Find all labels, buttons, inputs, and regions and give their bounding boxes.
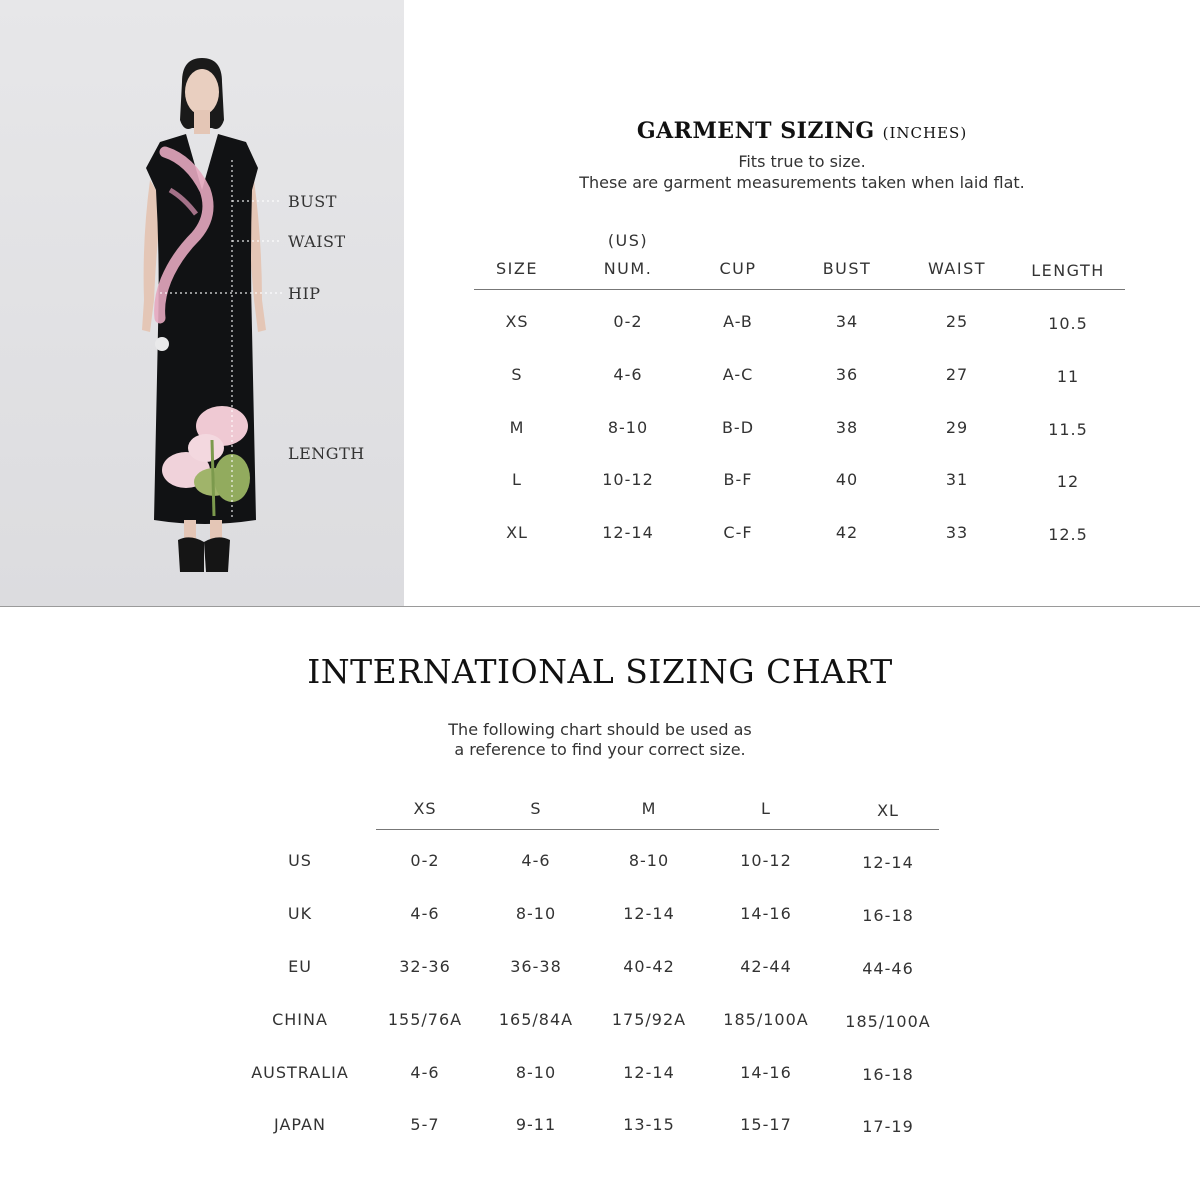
international-title: INTERNATIONAL SIZING CHART: [307, 652, 893, 691]
header-waist: WAIST: [927, 259, 987, 278]
garment-cell-length: 12.5: [1048, 525, 1088, 544]
header-num: NUM.: [603, 259, 653, 278]
header-size: SIZE: [496, 259, 538, 278]
international-cell: 185/100A: [845, 1012, 931, 1031]
garment-cell-cup: A-B: [723, 312, 753, 331]
international-header-cell: XL: [877, 801, 899, 820]
section-divider: [0, 606, 1200, 607]
international-header-cell: L: [761, 799, 771, 818]
garment-cell-num: 4-6: [613, 365, 643, 384]
garment-cell-waist: 27: [945, 365, 969, 384]
international-cell: 12-14: [623, 1063, 675, 1082]
international-row-label: EU: [288, 957, 312, 976]
international-cell: 9-11: [515, 1115, 557, 1134]
header-length: LENGTH: [1031, 261, 1105, 280]
waist-label: WAIST: [288, 232, 346, 251]
garment-cell-num: 8-10: [607, 418, 649, 437]
international-header-rule: [376, 829, 939, 830]
model-illustration: [0, 0, 404, 606]
international-row-label: UK: [287, 904, 313, 923]
garment-cell-num: 12-14: [602, 523, 654, 542]
garment-cell-cup: B-F: [723, 470, 753, 489]
garment-cell-cup: A-C: [722, 365, 754, 384]
international-header-cell: M: [641, 799, 657, 818]
garment-cell-waist: 25: [945, 312, 969, 331]
garment-cell-bust: 34: [835, 312, 859, 331]
international-cell: 14-16: [740, 904, 792, 923]
international-cell: 185/100A: [723, 1010, 809, 1029]
international-cell: 32-36: [399, 957, 451, 976]
garment-cell-waist: 31: [945, 470, 969, 489]
garment-cell-length: 11.5: [1048, 420, 1088, 439]
international-cell: 14-16: [740, 1063, 792, 1082]
international-cell: 4-6: [521, 851, 551, 870]
international-cell: 0-2: [410, 851, 440, 870]
garment-cell-length: 10.5: [1048, 314, 1088, 333]
garment-title-text: GARMENT SIZING: [636, 118, 875, 144]
international-cell: 15-17: [740, 1115, 792, 1134]
garment-cell-size: S: [511, 365, 523, 384]
international-cell: 17-19: [862, 1117, 914, 1136]
international-cell: 12-14: [862, 853, 914, 872]
garment-cell-size: M: [509, 418, 525, 437]
international-cell: 8-10: [515, 904, 557, 923]
international-cell: 42-44: [740, 957, 792, 976]
bust-label: BUST: [288, 192, 337, 211]
international-cell: 4-6: [410, 904, 440, 923]
garment-cell-num: 10-12: [602, 470, 654, 489]
international-row-label: CHINA: [272, 1010, 328, 1029]
international-cell: 5-7: [410, 1115, 440, 1134]
international-cell: 12-14: [623, 904, 675, 923]
garment-sizing-title: [404, 118, 1200, 144]
header-bust: BUST: [822, 259, 872, 278]
garment-cell-num: 0-2: [613, 312, 643, 331]
garment-subtitle-line1: Fits true to size.: [738, 152, 866, 171]
international-subtitle-line1: The following chart should be used as: [448, 720, 752, 739]
international-row-label: JAPAN: [274, 1115, 326, 1134]
header-cup: CUP: [719, 259, 757, 278]
garment-cell-size: XL: [506, 523, 528, 542]
international-cell: 4-6: [410, 1063, 440, 1082]
garment-cell-size: XS: [505, 312, 529, 331]
international-cell: 16-18: [862, 906, 914, 925]
international-subtitle-line2: a reference to find your correct size.: [454, 740, 746, 759]
international-row-label: AUSTRALIA: [251, 1063, 349, 1082]
international-header-cell: S: [530, 799, 542, 818]
length-label: LENGTH: [288, 444, 365, 463]
international-cell: 44-46: [862, 959, 914, 978]
garment-cell-bust: 38: [835, 418, 859, 437]
header-num-top: (US): [607, 231, 649, 250]
garment-cell-bust: 36: [835, 365, 859, 384]
international-cell: 165/84A: [498, 1010, 574, 1029]
garment-cell-bust: 42: [835, 523, 859, 542]
international-cell: 16-18: [862, 1065, 914, 1084]
international-cell: 36-38: [510, 957, 562, 976]
garment-header-rule: [474, 289, 1125, 290]
garment-subtitle-line2: These are garment measurements taken when laid flat.: [579, 173, 1025, 192]
garment-cell-size: L: [512, 470, 522, 489]
garment-cell-bust: 40: [835, 470, 859, 489]
garment-cell-waist: 33: [945, 523, 969, 542]
garment-cell-length: 12: [1056, 472, 1080, 491]
garment-cell-waist: 29: [945, 418, 969, 437]
international-cell: 10-12: [740, 851, 792, 870]
international-header-cell: XS: [413, 799, 437, 818]
garment-cell-cup: B-D: [721, 418, 755, 437]
garment-cell-length: 11: [1056, 367, 1080, 386]
model-photo: [0, 0, 404, 606]
international-cell: 8-10: [515, 1063, 557, 1082]
international-row-label: US: [288, 851, 312, 870]
international-cell: 8-10: [628, 851, 670, 870]
international-cell: 40-42: [623, 957, 675, 976]
hip-label: HIP: [288, 284, 321, 303]
garment-unit-text: (INCHES): [882, 124, 968, 142]
garment-cell-cup: C-F: [723, 523, 753, 542]
international-cell: 155/76A: [387, 1010, 463, 1029]
international-cell: 13-15: [623, 1115, 675, 1134]
international-cell: 175/92A: [611, 1010, 687, 1029]
